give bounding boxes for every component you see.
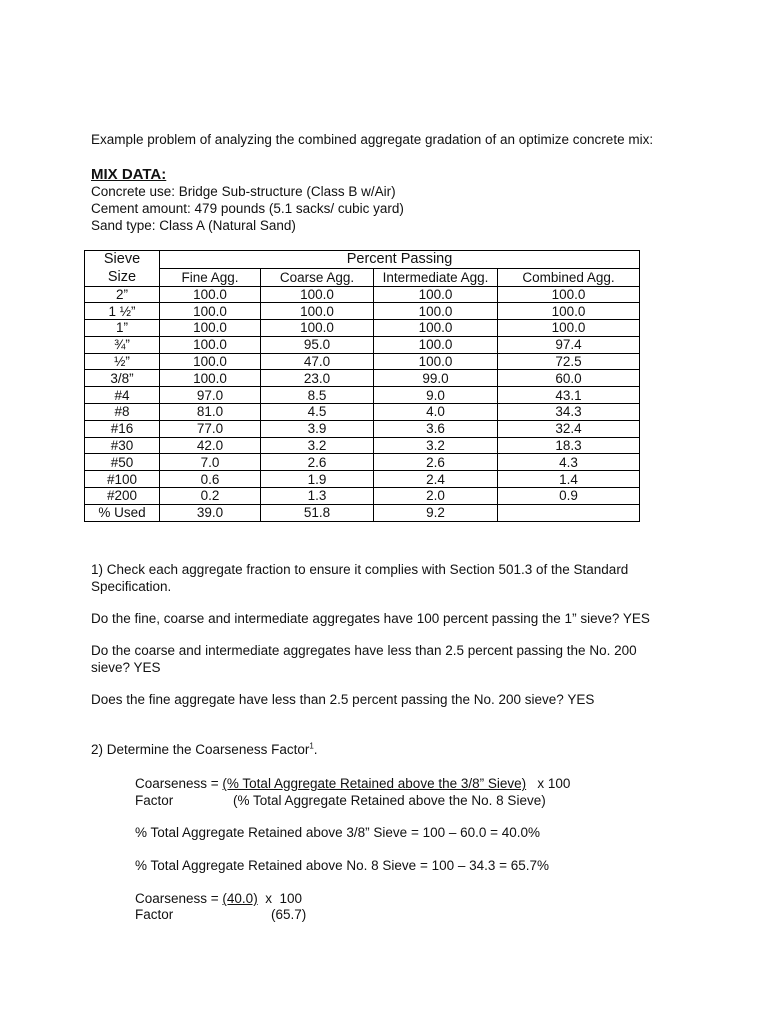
sieve-size-cell: ¾”	[85, 336, 160, 353]
formula-2-factor-label: Factor	[135, 907, 174, 922]
intermediate-agg-cell: 9.2	[374, 504, 498, 521]
fine-agg-cell: 39.0	[160, 504, 261, 521]
mix-line-sand-type: Sand type: Class A (Natural Sand)	[91, 218, 296, 233]
coarse-agg-cell: 8.5	[261, 387, 374, 404]
table-row	[85, 488, 640, 505]
combined-agg-cell: 0.9	[498, 488, 640, 505]
q2-title	[91, 741, 318, 758]
formula-2-numerator: (40.0)	[222, 891, 258, 906]
fine-agg-cell: 7.0	[160, 454, 261, 471]
coarse-agg-cell: 100.0	[261, 303, 374, 320]
coarse-agg-cell: 1.3	[261, 488, 374, 505]
gradation-table-body	[85, 286, 640, 521]
coarse-agg-cell: 100.0	[261, 286, 374, 303]
q1-question-c: Does the fine aggregate have less than 2.5 percent passing the No. 200 sieve? YES	[91, 692, 595, 707]
sieve-size-cell: 1 ½”	[85, 303, 160, 320]
calc-retained-3-8: % Total Aggregate Retained above 3/8” Sieve = 100 – 60.0 = 40.0%	[135, 825, 541, 840]
combined-agg-cell: 32.4	[498, 420, 640, 437]
fine-agg-cell: 0.6	[160, 471, 261, 488]
coarse-agg-cell: 3.2	[261, 437, 374, 454]
coarse-agg-cell: 47.0	[261, 353, 374, 370]
coarse-agg-cell: 2.6	[261, 454, 374, 471]
fine-agg-cell: 97.0	[160, 387, 261, 404]
intermediate-agg-cell: 2.0	[374, 488, 498, 505]
coarse-agg-cell: 100.0	[261, 320, 374, 337]
sieve-size-cell: #8	[85, 404, 160, 421]
q2-title-end: .	[313, 742, 318, 757]
fine-agg-cell: 100.0	[160, 303, 261, 320]
table-row	[85, 471, 640, 488]
sieve-size-cell: % Used	[85, 504, 160, 521]
table-row	[85, 286, 640, 303]
intermediate-agg-cell: 4.0	[374, 404, 498, 421]
sieve-size-cell: #200	[85, 488, 160, 505]
combined-agg-cell: 1.4	[498, 471, 640, 488]
intermediate-agg-cell: 100.0	[374, 353, 498, 370]
calc-retained-no-8: % Total Aggregate Retained above No. 8 Sieve = 100 – 34.3 = 65.7%	[135, 858, 550, 873]
intermediate-agg-cell: 99.0	[374, 370, 498, 387]
q1-question-b-line-1: Do the coarse and intermediate aggregates have less than 2.5 percent passing the No. 200	[91, 643, 637, 658]
combined-agg-cell: 72.5	[498, 353, 640, 370]
sieve-size-cell: ½”	[85, 353, 160, 370]
q1-question-a: Do the fine, coarse and intermediate aggregates have 100 percent passing the 1” sieve? YES	[91, 611, 650, 626]
coarse-agg-cell: 23.0	[261, 370, 374, 387]
combined-agg-cell: 34.3	[498, 404, 640, 421]
sieve-header-top: Sieve	[85, 251, 160, 269]
table-row	[85, 420, 640, 437]
intermediate-agg-cell: 100.0	[374, 303, 498, 320]
table-row	[85, 336, 640, 353]
intermediate-agg-cell: 9.0	[374, 387, 498, 404]
combined-agg-cell: 18.3	[498, 437, 640, 454]
fine-agg-cell: 81.0	[160, 404, 261, 421]
combined-agg-cell: 4.3	[498, 454, 640, 471]
table-row	[85, 454, 640, 471]
coarse-agg-cell: 4.5	[261, 404, 374, 421]
formula-2-multiplier: x 100	[257, 891, 302, 906]
fine-agg-cell: 77.0	[160, 420, 261, 437]
formula-1-numerator: (% Total Aggregate Retained above the 3/8” Sieve)	[222, 776, 527, 791]
table-row	[85, 353, 640, 370]
column-header-combined: Combined Agg.	[498, 269, 640, 287]
combined-agg-cell: 60.0	[498, 370, 640, 387]
fine-agg-cell: 100.0	[160, 353, 261, 370]
coarse-agg-cell: 51.8	[261, 504, 374, 521]
sieve-size-cell: 1”	[85, 320, 160, 337]
formula-2-label: Coarseness =	[135, 891, 223, 906]
sieve-size-cell: #16	[85, 420, 160, 437]
combined-agg-cell: 100.0	[498, 320, 640, 337]
column-header-intermediate: Intermediate Agg.	[374, 269, 498, 287]
combined-agg-cell: 97.4	[498, 336, 640, 353]
fine-agg-cell: 100.0	[160, 320, 261, 337]
table-row	[85, 437, 640, 454]
formula-2-denominator: (65.7)	[271, 907, 307, 922]
table-row	[85, 404, 640, 421]
formula-1-factor-label: Factor	[135, 793, 174, 808]
gradation-table	[84, 250, 640, 522]
intermediate-agg-cell: 2.6	[374, 454, 498, 471]
sieve-size-cell: 2”	[85, 286, 160, 303]
formula-2-numerator-line	[135, 890, 302, 907]
q2-title-text: 2) Determine the Coarseness Factor	[91, 742, 310, 757]
intermediate-agg-cell: 100.0	[374, 286, 498, 303]
q1-question-b-line-2: sieve? YES	[91, 660, 161, 675]
combined-agg-cell: 100.0	[498, 286, 640, 303]
sieve-header-bottom: Size	[85, 269, 160, 287]
percent-passing-header: Percent Passing	[160, 251, 640, 269]
formula-1-denominator: (% Total Aggregate Retained above the No. 8 Sieve)	[233, 793, 546, 808]
intermediate-agg-cell: 3.2	[374, 437, 498, 454]
intermediate-agg-cell: 100.0	[374, 320, 498, 337]
mix-line-cement-amount: Cement amount: 479 pounds (5.1 sacks/ cubic yard)	[91, 201, 404, 216]
table-row	[85, 504, 640, 521]
intermediate-agg-cell: 3.6	[374, 420, 498, 437]
coarse-agg-cell: 1.9	[261, 471, 374, 488]
fine-agg-cell: 100.0	[160, 370, 261, 387]
fine-agg-cell: 0.2	[160, 488, 261, 505]
sieve-size-cell: #50	[85, 454, 160, 471]
intermediate-agg-cell: 100.0	[374, 336, 498, 353]
sieve-size-cell: #30	[85, 437, 160, 454]
combined-agg-cell: 43.1	[498, 387, 640, 404]
q1-line-1: 1) Check each aggregate fraction to ensure it complies with Section 501.3 of the Standard	[91, 562, 629, 577]
table-row	[85, 303, 640, 320]
intermediate-agg-cell: 2.4	[374, 471, 498, 488]
sieve-size-cell: #4	[85, 387, 160, 404]
footnote-marker: 1	[309, 741, 314, 751]
column-header-coarse: Coarse Agg.	[261, 269, 374, 287]
q1-line-2: Specification.	[91, 579, 172, 594]
formula-1-label: Coarseness =	[135, 776, 223, 791]
mix-data-heading: MIX DATA:	[91, 166, 167, 183]
combined-agg-cell	[498, 504, 640, 521]
coarse-agg-cell: 95.0	[261, 336, 374, 353]
sieve-size-cell: 3/8”	[85, 370, 160, 387]
mix-line-concrete-use: Concrete use: Bridge Sub-structure (Class B w/Air)	[91, 184, 396, 199]
coarse-agg-cell: 3.9	[261, 420, 374, 437]
column-header-fine: Fine Agg.	[160, 269, 261, 287]
fine-agg-cell: 42.0	[160, 437, 261, 454]
fine-agg-cell: 100.0	[160, 336, 261, 353]
table-row	[85, 320, 640, 337]
formula-1-multiplier: x 100	[526, 776, 571, 791]
formula-1-numerator-line	[135, 775, 570, 792]
table-row	[85, 387, 640, 404]
combined-agg-cell: 100.0	[498, 303, 640, 320]
intro-text: Example problem of analyzing the combined aggregate gradation of an optimize concrete mix:	[91, 132, 654, 147]
table-row	[85, 370, 640, 387]
sieve-size-cell: #100	[85, 471, 160, 488]
fine-agg-cell: 100.0	[160, 286, 261, 303]
